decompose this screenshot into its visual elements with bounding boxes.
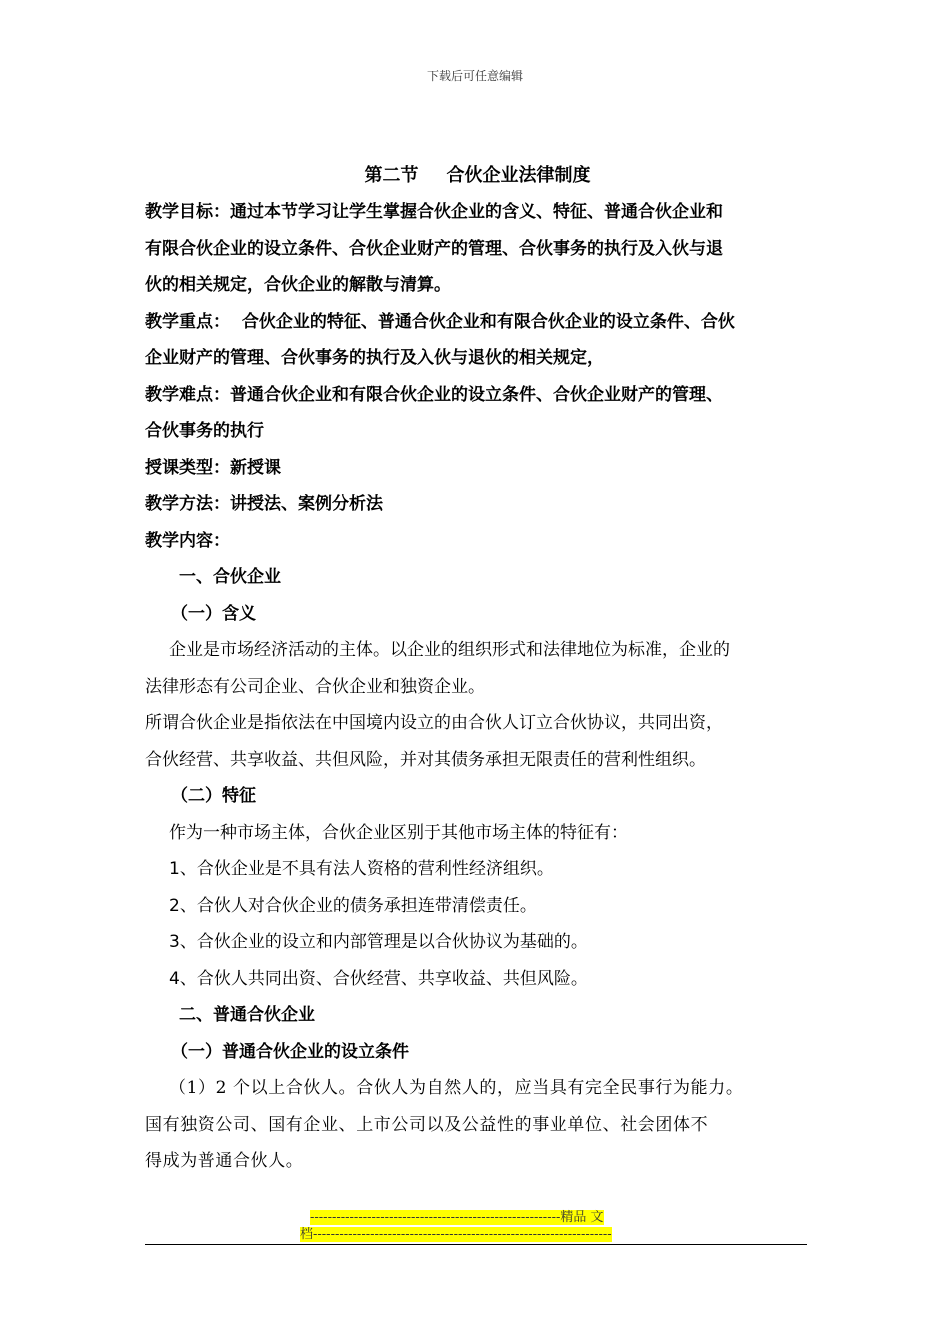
teaching-difficulty-line-1: 教学难点：普通合伙企业和有限合伙企业的设立条件、合伙企业财产的管理、: [145, 384, 723, 405]
heading-partnership: 一、合伙企业: [179, 567, 281, 587]
condition-paragraph-line-1: （1）2 个以上合伙人。合伙人为自然人的，应当具有完全民事行为能力。: [169, 1078, 744, 1098]
teaching-focus-line-1: 教学重点： 合伙企业的特征、普通合伙企业和有限合伙企业的设立条件、合伙: [145, 311, 735, 332]
condition-paragraph-line-3: 得成为普通合伙人。: [145, 1151, 304, 1171]
teaching-goal-line-2: 有限合伙企业的设立条件、合伙企业财产的管理、合伙事务的执行及入伙与退: [145, 238, 723, 259]
page-footer: [300, 1209, 648, 1243]
feature-item-3: 3、合伙企业的设立和内部管理是以合伙协议为基础的。: [169, 932, 588, 952]
meaning-paragraph-line-1: 企业是市场经济活动的主体。以企业的组织形式和法律地位为标准，企业的: [169, 640, 730, 660]
section-name: 合伙企业法律制度: [446, 165, 591, 186]
section-title: [145, 158, 810, 194]
section-number: 第二节: [364, 165, 419, 186]
footer-line-2: 档--------------------------------------------------------------------: [300, 1227, 612, 1242]
subheading-features: （二）特征: [171, 786, 256, 806]
subheading-meaning: （一）含义: [171, 603, 256, 624]
heading-general-partnership: 二、普通合伙企业: [179, 1005, 315, 1025]
teaching-goal-line-3: 伙的相关规定，合伙企业的解散与清算。: [145, 275, 451, 295]
subheading-establishment-conditions: （一）普通合伙企业的设立条件: [171, 1041, 409, 1062]
footer-rule: [145, 1244, 807, 1245]
meaning-paragraph-line-2: 法律形态有公司企业、合伙企业和独资企业。: [145, 676, 485, 697]
feature-item-1: 1、合伙企业是不具有法人资格的营利性经济组织。: [169, 859, 554, 879]
teaching-difficulty-line-2: 合伙事务的执行: [145, 421, 264, 441]
features-intro: 作为一种市场主体，合伙企业区别于其他市场主体的特征有：: [169, 822, 628, 843]
teaching-goal-line-1: 教学目标：通过本节学习让学生掌握合伙企业的含义、特征、普通合伙企业和: [145, 202, 723, 222]
definition-line-1: 所谓合伙企业是指依法在中国境内设立的由合伙人订立合伙协议，共同出资，: [145, 713, 723, 733]
feature-item-2: 2、合伙人对合伙企业的债务承担连带清偿责任。: [169, 895, 537, 916]
footer-line-1: ---------------------------------------------------------精品 文: [310, 1210, 604, 1225]
feature-item-4: 4、合伙人共同出资、合伙经营、共享收益、共但风险。: [169, 968, 588, 989]
teaching-focus-line-2: 企业财产的管理、合伙事务的执行及入伙与退伙的相关规定，: [145, 348, 604, 368]
condition-paragraph-line-2: 国有独资公司、国有企业、上市公司以及公益性的事业单位、社会团体不: [145, 1114, 709, 1135]
teaching-content-label: 教学内容：: [145, 530, 230, 551]
page-header: 下载后可任意编辑: [426, 69, 523, 83]
definition-line-2: 合伙经营、共享收益、共但风险，并对其债务承担无限责任的营利性组织。: [145, 749, 706, 770]
lesson-type: 授课类型：新授课: [145, 457, 281, 478]
document-body: [145, 158, 810, 1180]
teaching-method: 教学方法：讲授法、案例分析法: [145, 494, 383, 514]
